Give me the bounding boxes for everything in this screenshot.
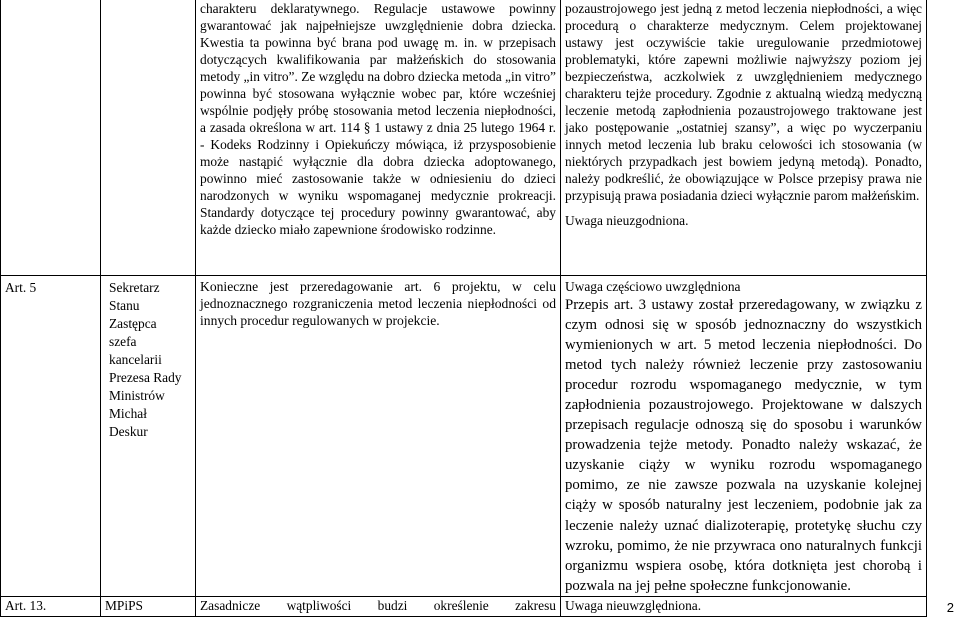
author-line: Prezesa Rady — [109, 369, 182, 385]
cell-author — [101, 596, 196, 616]
remark-word: wątpliwości — [286, 597, 352, 613]
cell-art-empty — [1, 0, 101, 275]
author-line: Stanu — [109, 297, 140, 313]
remark-word: zakresu — [515, 597, 556, 613]
remark-word: budzi — [377, 597, 408, 613]
response-status: Uwaga nieuzgodniona. — [565, 213, 689, 228]
page-number: 2 — [946, 600, 954, 615]
author-line: Deskur — [109, 423, 148, 439]
table-row — [1, 0, 927, 275]
cell-art — [1, 596, 101, 616]
cell-remark — [196, 275, 561, 596]
response-text: pozaustrojowego jest jedną z metod leczenia niepłodności, a więc procedurą o charakterze medycznym. Celem projektowanej ustawy jest oczywiście takie uregulowanie przedmiotowej problematyki, które zapewni możliwie najwyższy poziom jej bezpieczeństwa, aczkolwiek z uwzględnieniem medycznego charakteru tejże procedury. Zgodnie z aktualną wiedzą medyczną leczenie metodą zapłodnienia pozaustrojowego traktowane jest jako postępowanie „ostatniej szansy”, a więc po wyczerpaniu innych metod leczenia lub braku celowości ich stosowania (w niektórych przypadkach jest bowiem jedyną metodą). Ponadto, należy podkreślić, że obowiązujące w Polsce przepisy prawa nie przypisują prawa posiadania dzieci wyłącznie parom małżeńskim. — [565, 1, 922, 203]
article-number: Art. 13. — [5, 597, 47, 613]
cell-remark — [196, 596, 561, 616]
cell-response — [561, 275, 927, 596]
cell-art — [1, 275, 101, 596]
cell-response — [561, 596, 927, 616]
author-line: Michał — [109, 405, 147, 421]
remark-text — [200, 597, 556, 615]
cell-remark — [196, 0, 561, 275]
author-line: Zastępca — [109, 315, 157, 331]
table-row — [1, 275, 927, 596]
author-line: kancelarii — [109, 351, 162, 367]
author-line: szefa — [109, 333, 137, 349]
cell-response — [561, 0, 927, 275]
author-line: Ministrów — [109, 387, 165, 403]
remark-word: określenie — [433, 597, 489, 613]
response-status: Uwaga częściowo uwzględniona — [565, 278, 741, 294]
cell-author-empty — [101, 0, 196, 275]
response-text: Przepis art. 3 ustawy został przeredagowany, w związku z czym odnosi się w sposób jednoznaczny do wszystkich wymienionych w art. 5 metod leczenia niepłodności. Do metod tych należy również leczenie przy zastosowaniu procedur rozrodu wspomaganego medycznie, w tym zapłodnienia pozaustrojowego. Projektowane w dalszych przepisach regulacje odnoszą się do sposobu i warunków prowadzenia tejże metody. Ponadto należy wskazać, że uzyskanie ciąży w wyniku rozrodu wspomaganego pomimo, ze nie zawsze pozwala na uzyskanie kolejnej ciąży w sposób naturalny jest leczeniem, podobnie jak za leczenie należy uznać dializoterapię, protetykę słuchu czy wzroku, pomimo, że nie przywraca ono naturalnych funkcji organizmu wspiera osobę, która dotknięta jest chorobą i pozwala na jej pełne społeczne funkcjonowanie. — [565, 296, 922, 594]
article-number: Art. 5 — [5, 279, 37, 295]
author-line: Sekretarz — [109, 279, 160, 295]
remark-text: Konieczne jest przeredagowanie art. 6 projektu, w celu jednoznacznego rozgraniczenia metod leczenia niepłodności od innych procedur regulowanych w projekcie. — [200, 278, 556, 329]
remark-text: charakteru deklaratywnego. Regulacje ustawowe powinny gwarantować jak najpełniejsze uwzględnienie dobra dziecka. Kwestia ta powinna być brana pod uwagę m. in. w przepisach dotyczących kwalifikowania par małżeńskich do stosowania metody „in vitro”. Ze względu na dobro dziecka metoda „in vitro” powinna być stosowana wyłącznie wobec par, które wcześniej wspólnie podjęły próbę stosowania metod leczenia niepłodności, a zasada określona w art. 114 § 1 ustawy z dnia 25 lutego 1964 r. - Kodeks Rodzinny i Opiekuńczy mówiąca, iż przysposobienie może nastąpić wyłącznie dla dobra dziecka adoptowanego, powinno mieć zastosowanie także w odniesieniu do dzieci narodzonych w wyniku wspomaganej medycznie prokreacji. Standardy dotyczące tej procedury powinny gwarantować, aby każde dziecko miało zapewnione środowisko rodzinne. — [200, 1, 556, 237]
cell-author — [101, 275, 196, 596]
table-row — [1, 596, 927, 616]
author-line: MPiPS — [105, 597, 143, 613]
response-status: Uwaga nieuwzględniona. — [565, 597, 702, 613]
remark-word: Zasadnicze — [200, 597, 261, 613]
